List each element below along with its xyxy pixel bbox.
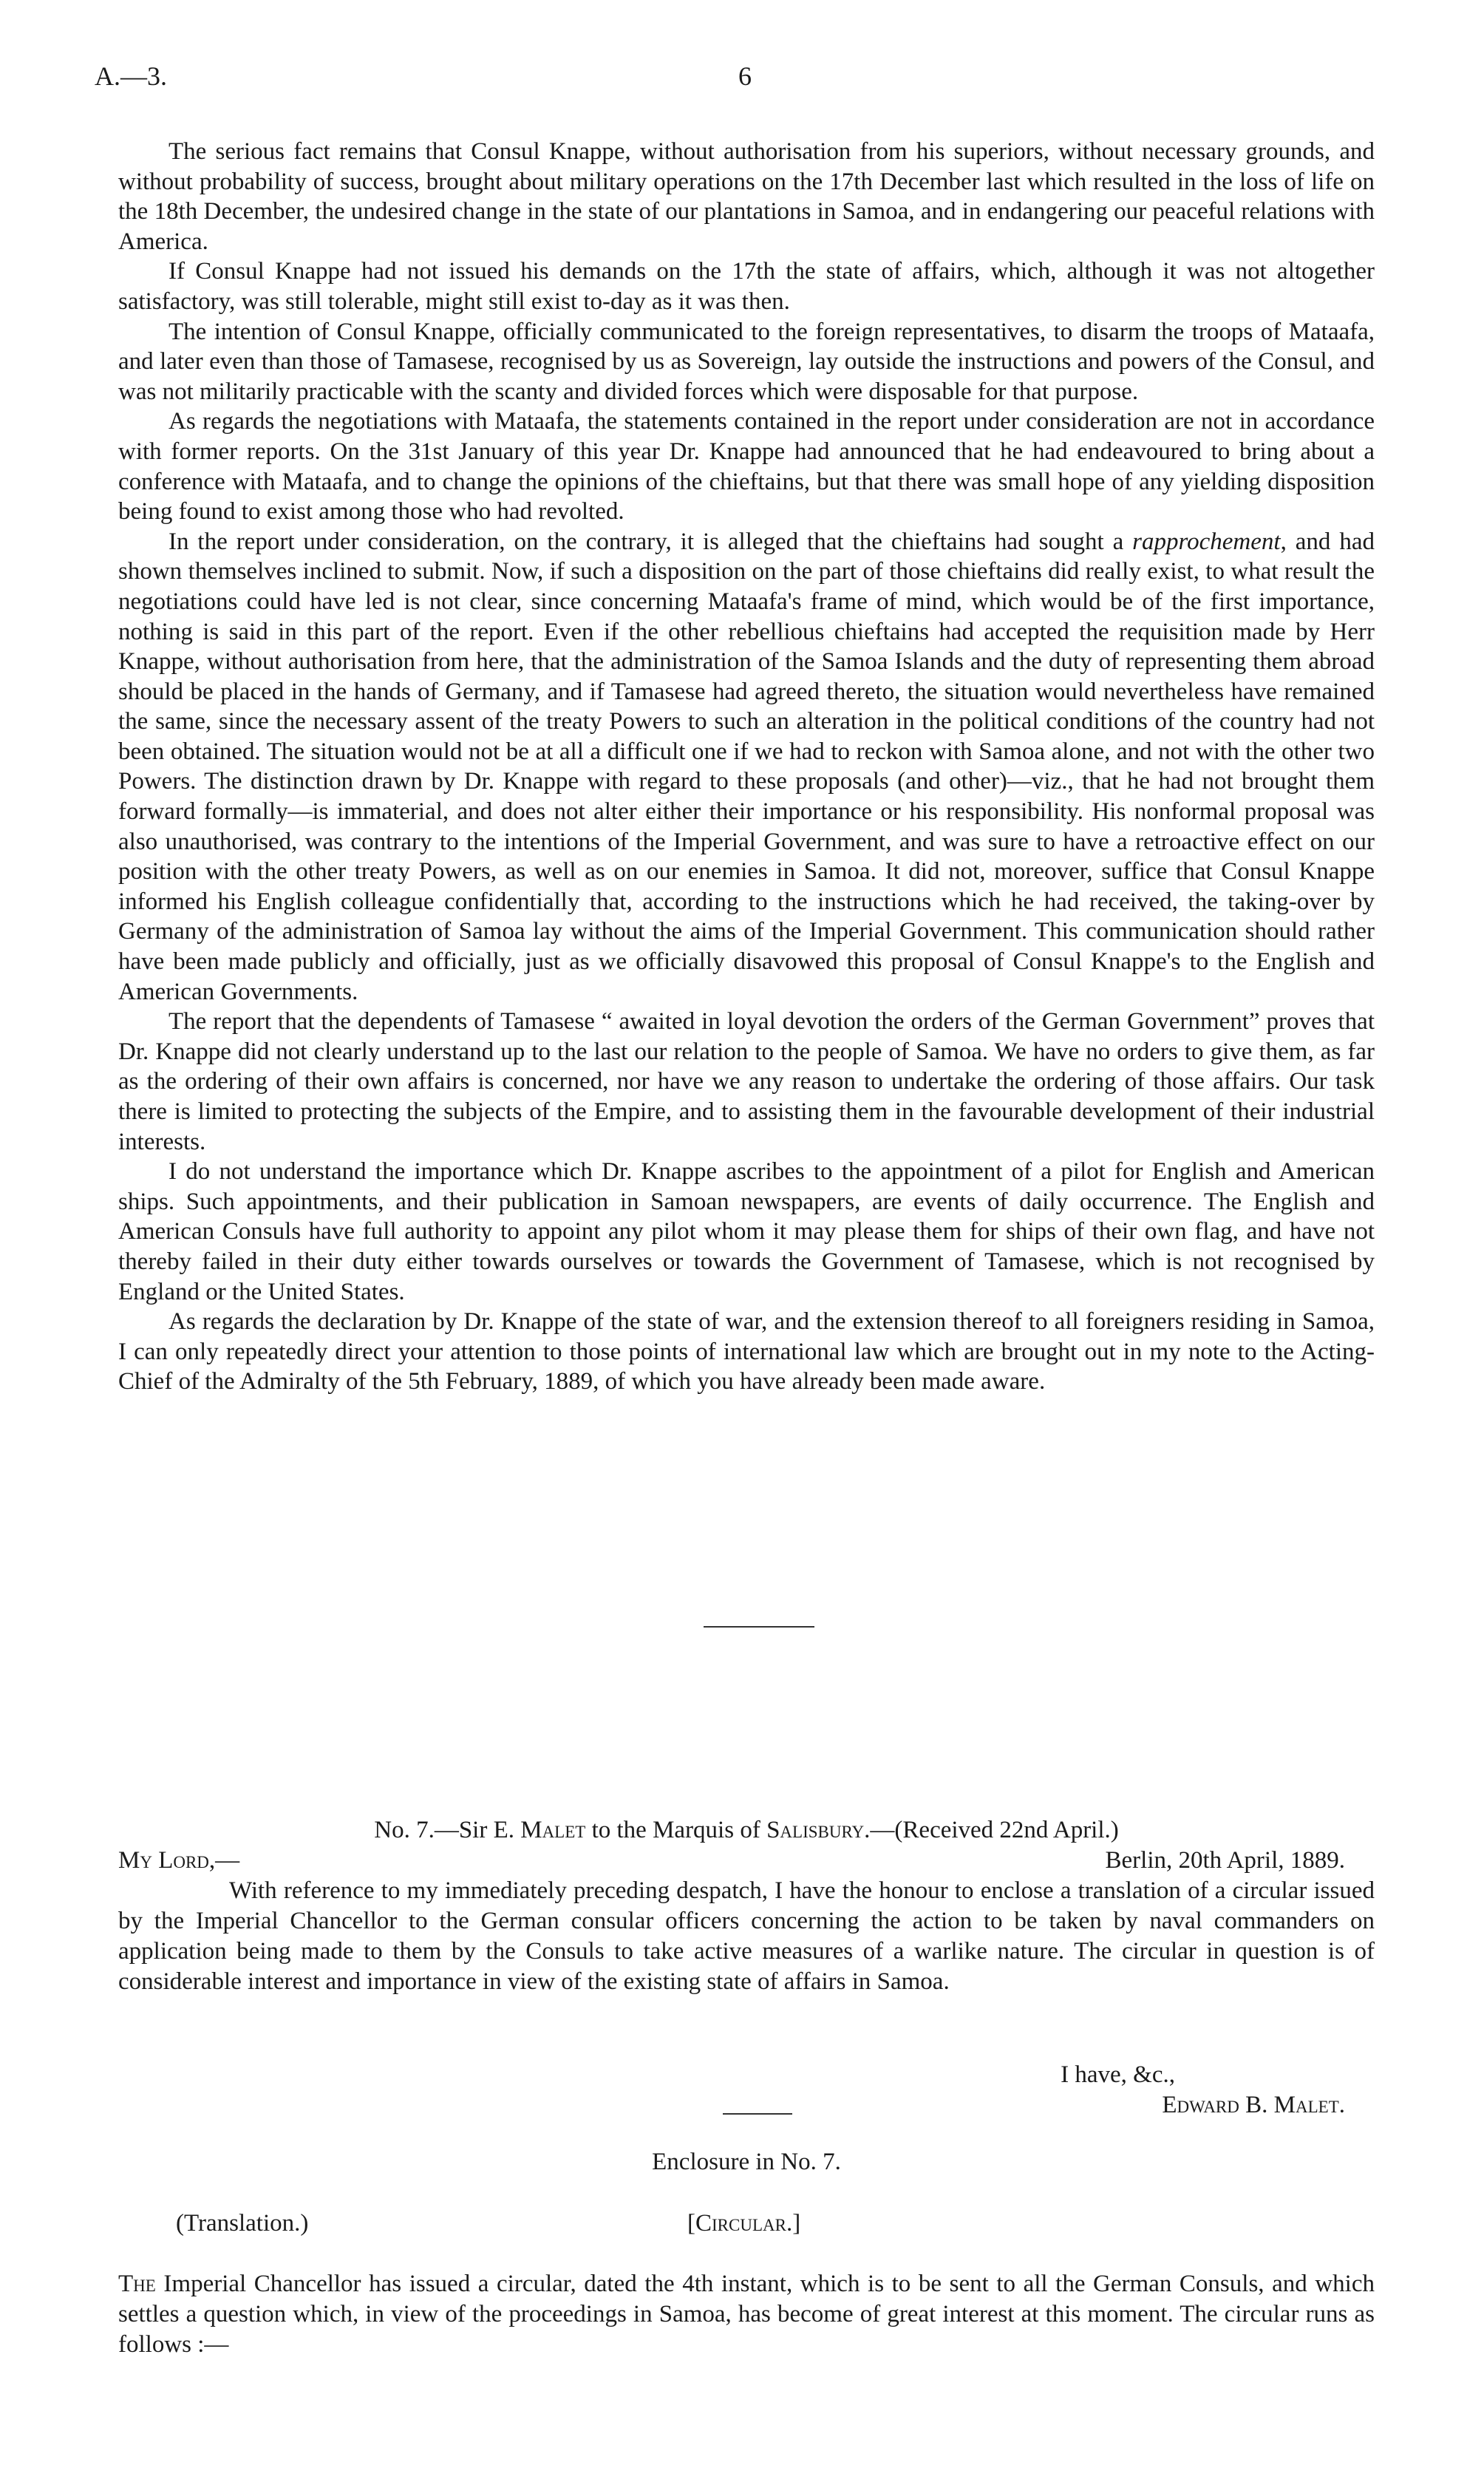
circular-label: [Circular.] — [687, 2210, 801, 2237]
signature: Edward B. Malet. — [1162, 2092, 1345, 2118]
paragraph: As regards the declaration by Dr. Knappe of the state of war, and the extension thereof to all foreigners residing in Samoa, I can only repeatedly direct your attention to those points of international law which are brought out in my note to the Acting-Chief of the Admiralty of the 5th February, 1889, of which you have already been made aware. — [118, 1308, 1375, 1395]
page-header — [95, 61, 1395, 105]
paragraph: The serious fact remains that Consul Knappe, without authorisation from his superiors, without necessary grounds, and without probability of success, brought about military operations on the 17th December last which resulted in the loss of life on the 18th December, the undesired change in the state of our plantations in Samoa, and in endangering our peaceful relations with America. — [118, 138, 1375, 255]
section-divider — [704, 1626, 814, 1628]
place-date: Berlin, 20th April, 1889. — [1105, 1847, 1345, 1874]
despatch-heading: No. 7.—Sir E. Malet to the Marquis of Salisbury.—(Received 22nd April.) — [374, 1817, 1119, 1843]
paragraph: The Imperial Chancellor has issued a circular, dated the 4th instant, which is to be sent to all the German Consuls, and which settles a question which, in view of the proceedings in Samoa, has become of great interest at this moment. The circular runs as follows :— — [118, 2271, 1375, 2358]
paragraph: As regards the negotiations with Mataafa, the statements contained in the report under consideration are not in accordance with former reports. On the 31st January of this year Dr. Knappe had announced that he had endeavoured to bring about a conference with Mataafa, and to change the opinions of the chieftains, but that there was small hope of any yielding disposition being found to exist among those who had revolted. — [118, 408, 1375, 526]
paragraph: The report that the dependents of Tamasese “ awaited in loyal devotion the orders of the German Government” proves that Dr. Knappe did not clearly understand up to the last our relation to the people of Samoa. We have no orders to give them, as far as the ordering of their own affairs is concerned, nor have we any reason to undertake the ordering of those affairs. Our task there is limited to protecting the subjects of the Empire, and to assisting them in the favourable development of their industrial interests. — [118, 1008, 1375, 1155]
report-body — [118, 137, 1375, 1397]
salutation-line — [118, 1846, 1375, 1876]
translation-line — [118, 2208, 1375, 2239]
enclosure-heading: Enclosure in No. 7. — [652, 2149, 841, 2175]
paragraph: I do not understand the importance which Dr. Knappe ascribes to the appointment of a pilot for English and American ships. Such appointments, and their publication in Samoan newspapers, are events of daily occurrence. The English and American Consuls have full authority to appoint any pilot whom it may please them for ships of their own flag, and have not thereby failed in their duty either towards ourselves or towards the Government of Tamasese, which is not recognised by England or the United States. — [118, 1158, 1375, 1305]
section-divider — [723, 2113, 792, 2115]
paragraph: The intention of Consul Knappe, officially communicated to the foreign representatives, to disarm the troops of Mataafa, and later even than those of Tamasese, recognised by us as Sovereign, lay outside the instructions and powers of the Consul, and was not militarily practicable with the scanty and divided forces which were disposable for that purpose. — [118, 318, 1375, 405]
despatch-body — [118, 1876, 1375, 1997]
translation-label: (Translation.) — [176, 2210, 309, 2237]
lead-word: The — [118, 2271, 156, 2297]
paragraph: If Consul Knappe had not issued his demands on the 17th the state of affairs, which, although it was not altogether satisfactory, was still tolerable, might still exist to-day as it was then. — [118, 258, 1375, 315]
paragraph: In the report under consideration, on the contrary, it is alleged that the chieftains had sought a rapprochement, and had shown themselves inclined to submit. Now, if such a disposition on the part of those chieftains did really exist, to what result the negotiations could have led is not clear, since concerning Mataafa's frame of mind, which would be of the first importance, nothing is said in this part of the report. Even if the other rebellious chieftains had accepted the requisition made by Herr Knappe, without authorisation from here, that the administration of the Samoa Islands and the duty of representing them abroad should be placed in the hands of Germany, and if Tamasese had agreed thereto, the situation would nevertheless have remained the same, since the necessary assent of the treaty Powers to such an alteration in the political conditions of the country had not been obtained. The situation would not be at all a difficult one if we had to reckon with Samoa alone, and not with the other two Powers. The distinction drawn by Dr. Knappe with regard to these proposals (and other)—viz., that he had not brought them forward formally—is immaterial, and does not alter either their importance or his responsibility. His nonformal proposal was also unauthorised, was contrary to the intentions of the Imperial Government, and was sure to have a retroactive effect on our position with the other treaty Powers, as well as on our enemies in Samoa. It did not, moreover, suffice that Consul Knappe informed his English colleague confidentially that, according to the instructions which he had received, the taking-over by Germany of the administration of Samoa lay without the aims of the Imperial Government. This communication should rather have been made publicly and officially, just as we officially disavowed this proposal of Consul Knappe's to the English and American Governments. — [118, 528, 1375, 1005]
closing: I have, &c., — [1061, 2061, 1175, 2088]
paragraph: With reference to my immediately preceding despatch, I have the honour to enclose a translation of a circular issued by the Imperial Chancellor to the German consular officers concerning the action to be taken by naval commanders on application being made to them by the Consuls to take active measures of a warlike nature. The circular in question is of considerable interest and importance in view of the existing state of affairs in Samoa. — [118, 1877, 1375, 1995]
italic-term: rapprochement — [1132, 528, 1281, 555]
document-reference: A.—3. — [95, 61, 167, 91]
circular-body — [118, 2269, 1375, 2360]
page-number: 6 — [738, 61, 752, 91]
salutation: My Lord,— — [118, 1847, 240, 1874]
